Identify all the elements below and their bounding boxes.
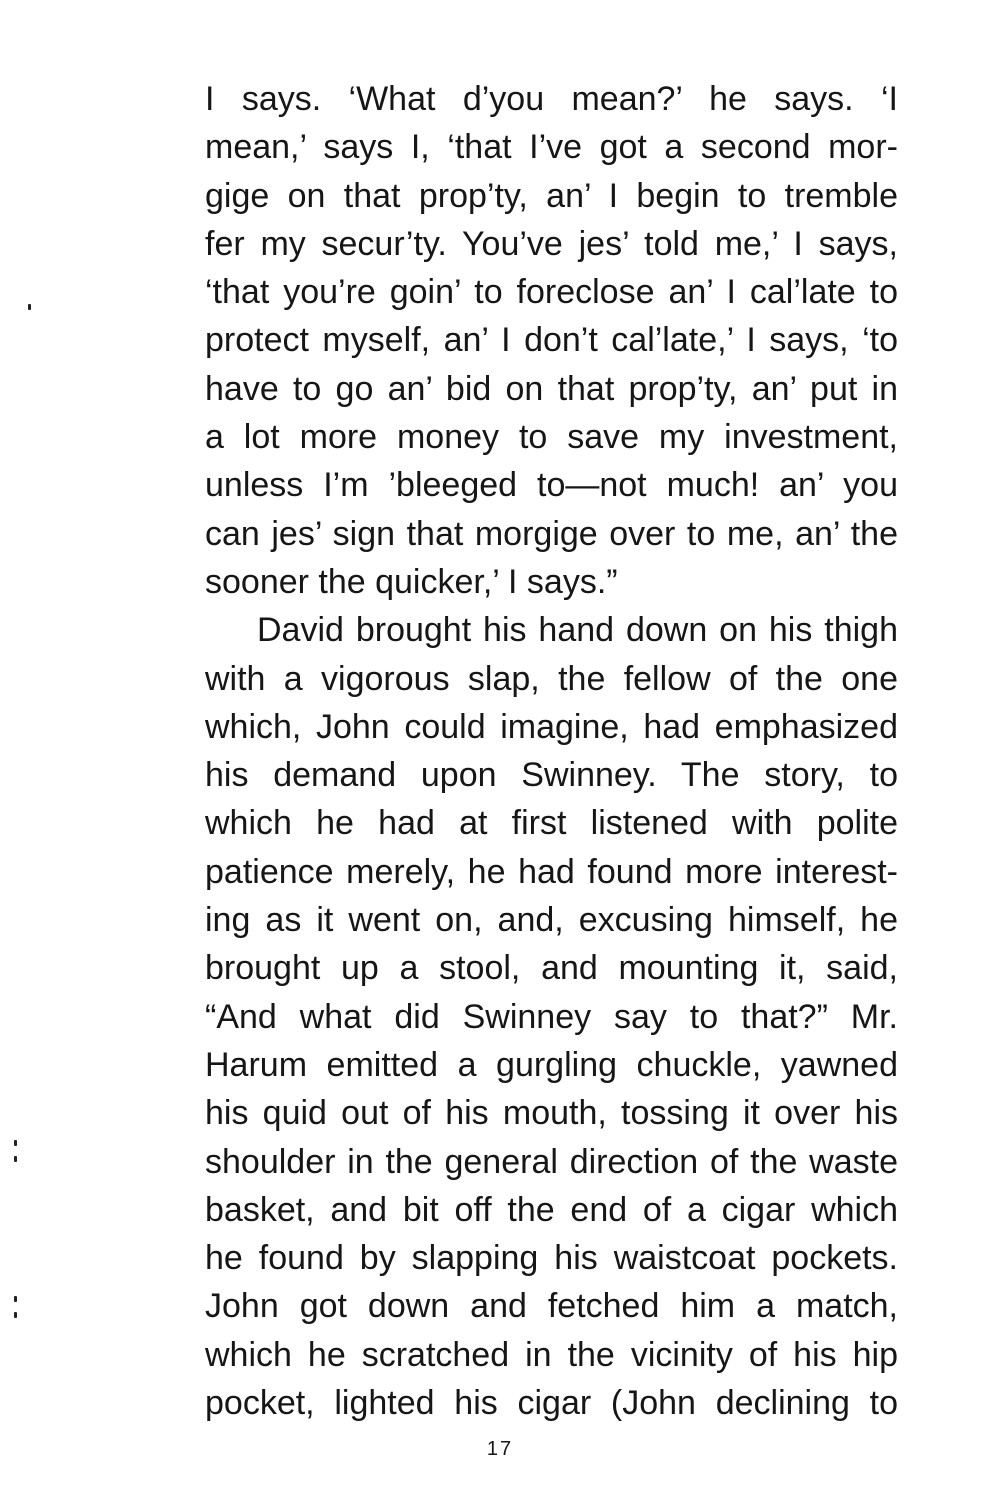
text-line: fer my secur’ty. You’ve jes’ told me,’ I says, [205,224,898,263]
text-line: he found by slapping his waistcoat pockets. [205,1239,898,1278]
text-line: pocket, lighted his cigar (John declining to [205,1384,898,1423]
text-line: his quid out of his mouth, tossing it over his [205,1094,898,1133]
text-line: which he had at first listened with polite [205,804,898,843]
text-line: his demand upon Swinney. The story, to [205,756,898,795]
text-line: “And what did Swinney say to that?” Mr. [205,997,898,1036]
scan-speck [28,304,31,310]
paragraph-end-line: sooner the quicker,’ I says.” [205,562,618,601]
text-line: have to go an’ bid on that prop’ty, an’ put in [205,369,898,408]
text-line: ing as it went on, and, excusing himself, he [205,901,898,940]
text-line: patience merely, he had found more interest- [205,852,898,891]
scan-speck [14,1156,17,1162]
text-line: basket, and bit off the end of a cigar which [205,1190,898,1229]
scan-speck [14,1312,17,1318]
text-line: unless I’m ’bleeged to—not much! an’ you [205,466,898,505]
text-line: which, John could imagine, had emphasized [205,707,898,746]
body-text [205,75,898,1427]
page-number: 17 [486,1438,514,1460]
text-line: which he scratched in the vicinity of his hip [205,1335,898,1374]
text-line: ‘that you’re goin’ to foreclose an’ I cal’late to [205,273,898,312]
text-line: protect myself, an’ I don’t cal’late,’ I says, ‘to [205,321,898,360]
text-line: John got down and fetched him a match, [205,1287,898,1326]
text-line: can jes’ sign that morgige over to me, an’ the [205,514,898,553]
text-line: shoulder in the general direction of the waste [205,1142,898,1181]
text-line: I says. ‘What d’you mean?’ he says. ‘I [205,80,898,118]
text-line: gige on that prop’ty, an’ I begin to tremble [205,176,898,215]
scan-speck [14,1296,17,1302]
text-line: mean,’ says I, ‘that I’ve got a second mor- [205,128,898,167]
paragraph-start-line: David brought his hand down on his thigh [257,611,898,650]
text-line: with a vigorous slap, the fellow of the one [205,659,898,698]
text-line: brought up a stool, and mounting it, said, [205,949,898,988]
text-line: a lot more money to save my investment, [205,418,898,457]
text-line: Harum emitted a gurgling chuckle, yawned [205,1045,898,1084]
scan-speck [14,1140,17,1146]
